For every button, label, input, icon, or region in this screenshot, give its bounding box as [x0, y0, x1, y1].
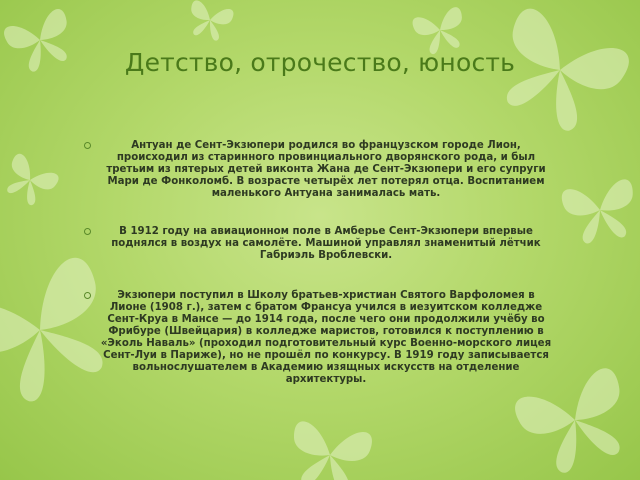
bullet-ring-icon — [84, 292, 91, 299]
butterfly-shape — [0, 152, 61, 211]
butterfly-shape — [285, 420, 373, 480]
bullet-item — [84, 140, 554, 200]
bullet-item — [84, 290, 554, 386]
bullet-item — [84, 226, 554, 262]
bullet-ring-icon — [84, 142, 91, 149]
bullet-ring-icon — [84, 228, 91, 235]
bullet-text: Антуан де Сент-Экзюпери родился во французском городе Лион, происходил из старинного провинциального дворянского рода, и был третьим из пятерых детей виконта Жана де Сент-Экзюпери и его супруги Мари де Фонколомб. В возрасте четырёх лет потерял отца. Воспитанием маленького Антуана занималась мать. — [106, 140, 546, 199]
bullet-text: Экзюпери поступил в Школу братьев-христиан Святого Варфоломея в Лионе (1908 г.), затем с братом Франсуа учился в иезуитском колледже Сент-Круа в Мансе — до 1914 года, после чего они продолжили учёбу во Фрибуре (Швейцария) в колледже маристов, готовился к поступлению в «Эколь Наваль» (проходил подготовительный курс Военно-морского лицея Сент-Луи в Париже), но не прошёл по конкурсу. В 1919 году записывается вольнослушателем в Академию изящных искусств на отделение архитектуры. — [100, 290, 552, 385]
bullet-list — [84, 128, 554, 386]
butterfly-shape — [560, 178, 640, 246]
slide-title: Детство, отрочество, юность — [124, 48, 516, 77]
bullet-text: В 1912 году на авиационном поле в Амберье Сент-Экзюпери впервые поднялся в воздух на самолёте. Машиной управлял знаменитый лётчик Габриэль Вроблевски. — [111, 226, 541, 261]
butterfly-shape — [185, 0, 235, 43]
